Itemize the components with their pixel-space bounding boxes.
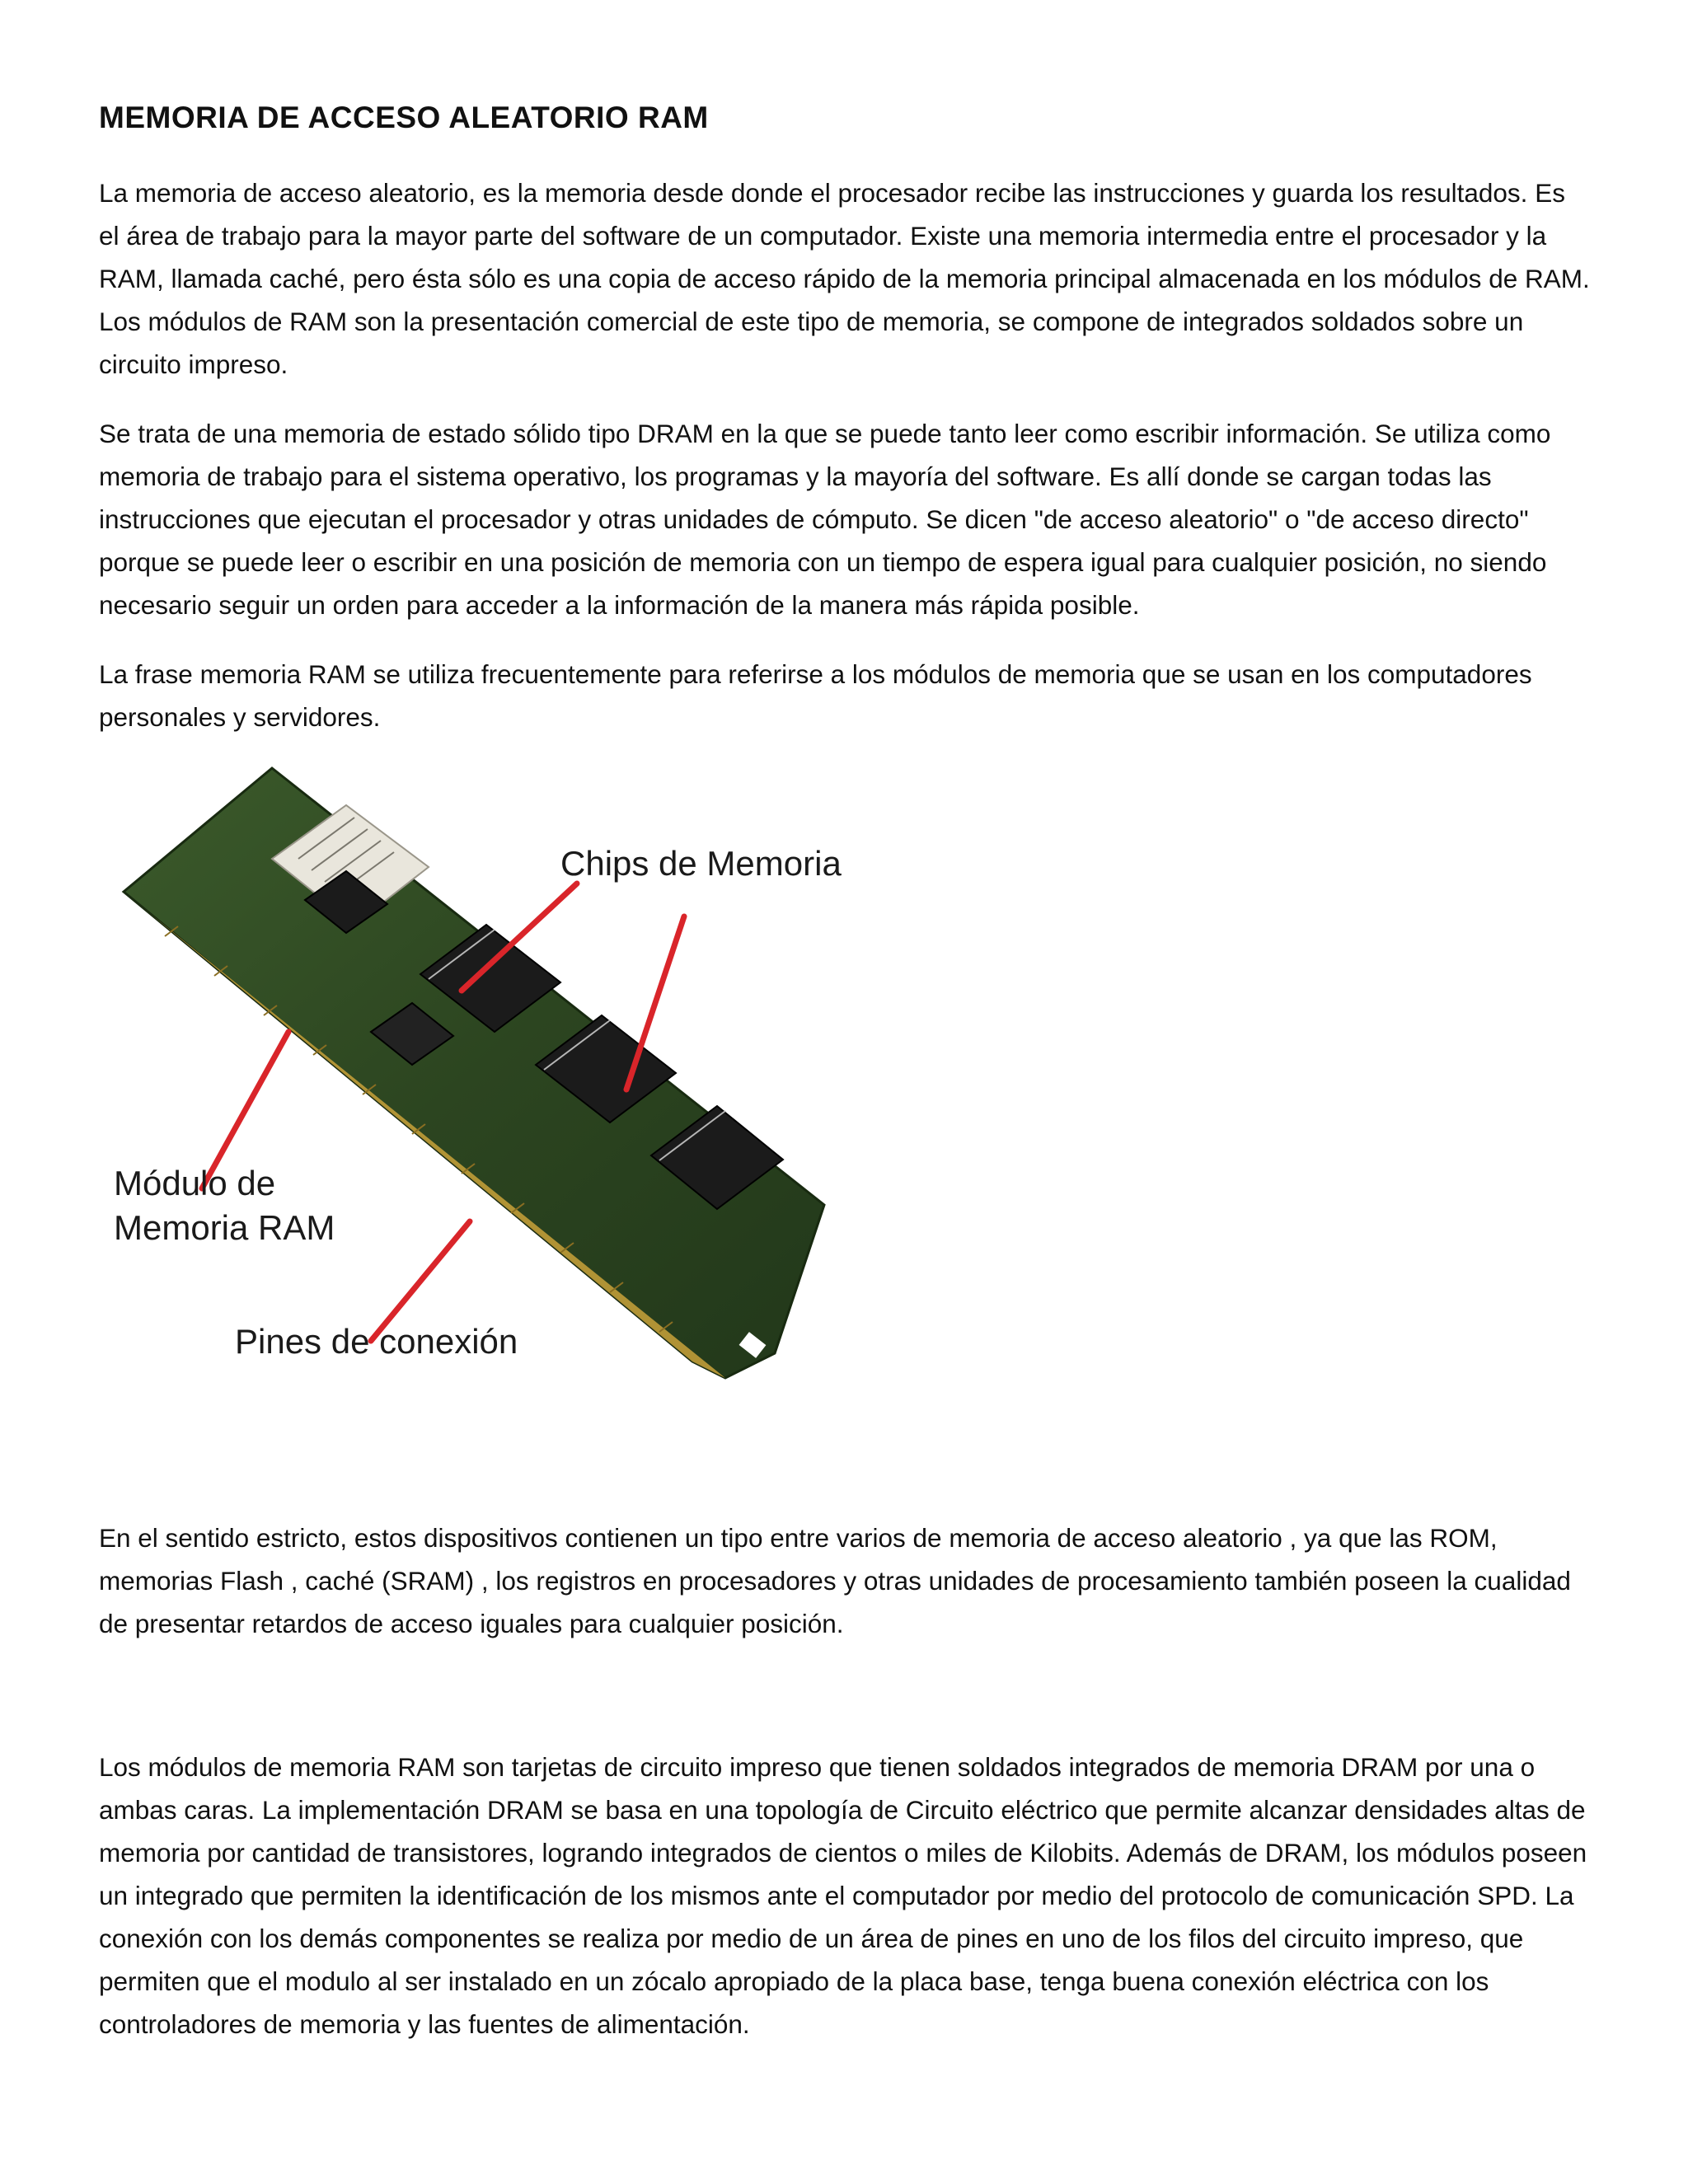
ram-module-illustration <box>99 760 857 1419</box>
label-chips: Chips de Memoria <box>560 844 842 883</box>
label-pins: Pines de conexión <box>235 1322 518 1361</box>
paragraph-strict-sense: En el sentido estricto, estos dispositivos contienen un tipo entre varios de memoria de acceso aleatorio , ya que las ROM, memorias Flash , caché (SRAM) , los registros en procesadores y otras unidades de procesamiento también poseen la cualidad de presentar retardos de acceso iguales para cualquier posición. <box>99 1523 1571 1638</box>
page-title: MEMORIA DE ACCESO ALEATORIO RAM <box>99 101 709 134</box>
label-module-line1: Módulo de <box>114 1164 276 1202</box>
paragraph-ram-phrase: La frase memoria RAM se utiliza frecuentemente para referirse a los módulos de memoria que se usan en los computadores personales y servidores. <box>99 659 1532 732</box>
ram-module-figure <box>99 760 857 1419</box>
paragraph-dram: Se trata de una memoria de estado sólido tipo DRAM en la que se puede tanto leer como escribir información. Se utiliza como memoria de trabajo para el sistema operativo, los programas y la mayoría del software. Es allí donde se cargan todas las instrucciones que ejecutan el procesador y otras unidades de cómputo. Se dicen "de acceso aleatorio" o "de acceso directo" porque se puede leer o escribir en una posición de memoria con un tiempo de espera igual para cualquier posición, no siendo necesario seguir un orden para acceder a la información de la manera más rápida posible. <box>99 419 1551 620</box>
paragraph-intro: La memoria de acceso aleatorio, es la memoria desde donde el procesador recibe las instrucciones y guarda los resultados. Es el área de trabajo para la mayor parte del software de un computador. Existe una memoria intermedia entre el procesador y la RAM, llamada caché, pero ésta sólo es una copia de acceso rápido de la memoria principal almacenada en los módulos de RAM. Los módulos de RAM son la presentación comercial de este tipo de memoria, se compone de integrados soldados sobre un circuito impreso. <box>99 178 1590 379</box>
paragraph-modules: Los módulos de memoria RAM son tarjetas de circuito impreso que tienen soldados integrados de memoria DRAM por una o ambas caras. La implementación DRAM se basa en una topología de Circuito eléctrico que permite alcanzar densidades altas de memoria por cantidad de transistores, logrando integrados de cientos o miles de Kilobits. Además de DRAM, los módulos poseen un integrado que permiten la identificación de los mismos ante el computador por medio del protocolo de comunicación SPD. La conexión con los demás componentes se realiza por medio de un área de pines en uno de los filos del circuito impreso, que permiten que el modulo al ser instalado en un zócalo apropiado de la placa base, tenga buena conexión eléctrica con los controladores de memoria y las fuentes de alimentación. <box>99 1752 1587 2039</box>
label-module-line2: Memoria RAM <box>114 1208 335 1247</box>
